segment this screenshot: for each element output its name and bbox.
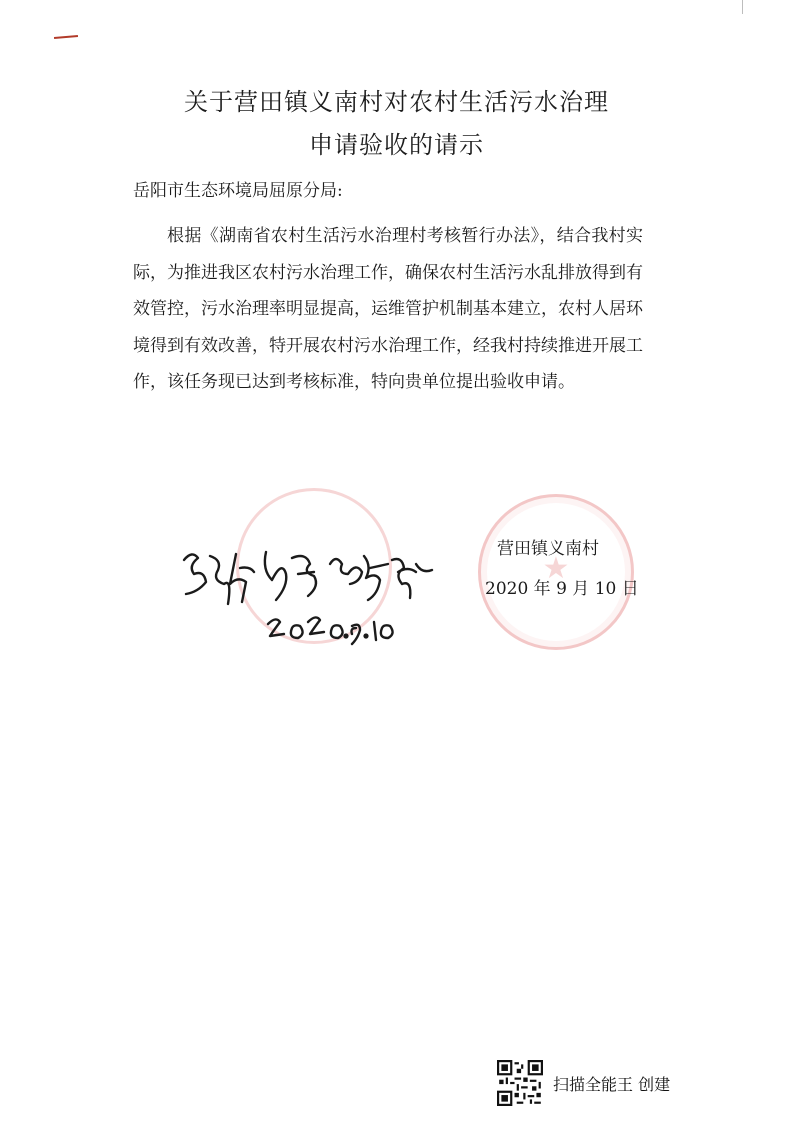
scanner-watermark [497,1060,670,1106]
issuing-organization: 营田镇义南村 [497,539,599,559]
body-paragraph: 根据《湖南省农村生活污水治理村考核暂行办法》，结合我村实际，为推进我区农村污水治理工作，确保农村生活污水乱排放得到有效管控，污水治理率明显提高，运维管护机制基本建立，农村人居环境得到有效改善，特开展农村污水治理工作，经我村持续推进开展工作，该任务现已达到考核标准，特向贵单位提出验收申请。 [133,226,643,392]
addressee: 岳阳市生态环境局屈原分局: [133,181,343,201]
handwritten-signature [180,538,440,648]
official-seal-stamp [478,494,634,650]
issue-date: 2020 年 9 月 10 日 [485,579,639,599]
qr-code-icon [497,1060,543,1106]
document-title-line2: 申请验收的请示 [309,131,484,159]
scan-edge-line [742,0,743,14]
scanner-watermark-label: 扫描全能王 创建 [553,1074,671,1094]
corner-mark [54,35,78,39]
document-title-line1: 关于营田镇义南村对农村生活污水治理 [184,88,609,116]
seal-star-icon: ★ [542,551,570,586]
